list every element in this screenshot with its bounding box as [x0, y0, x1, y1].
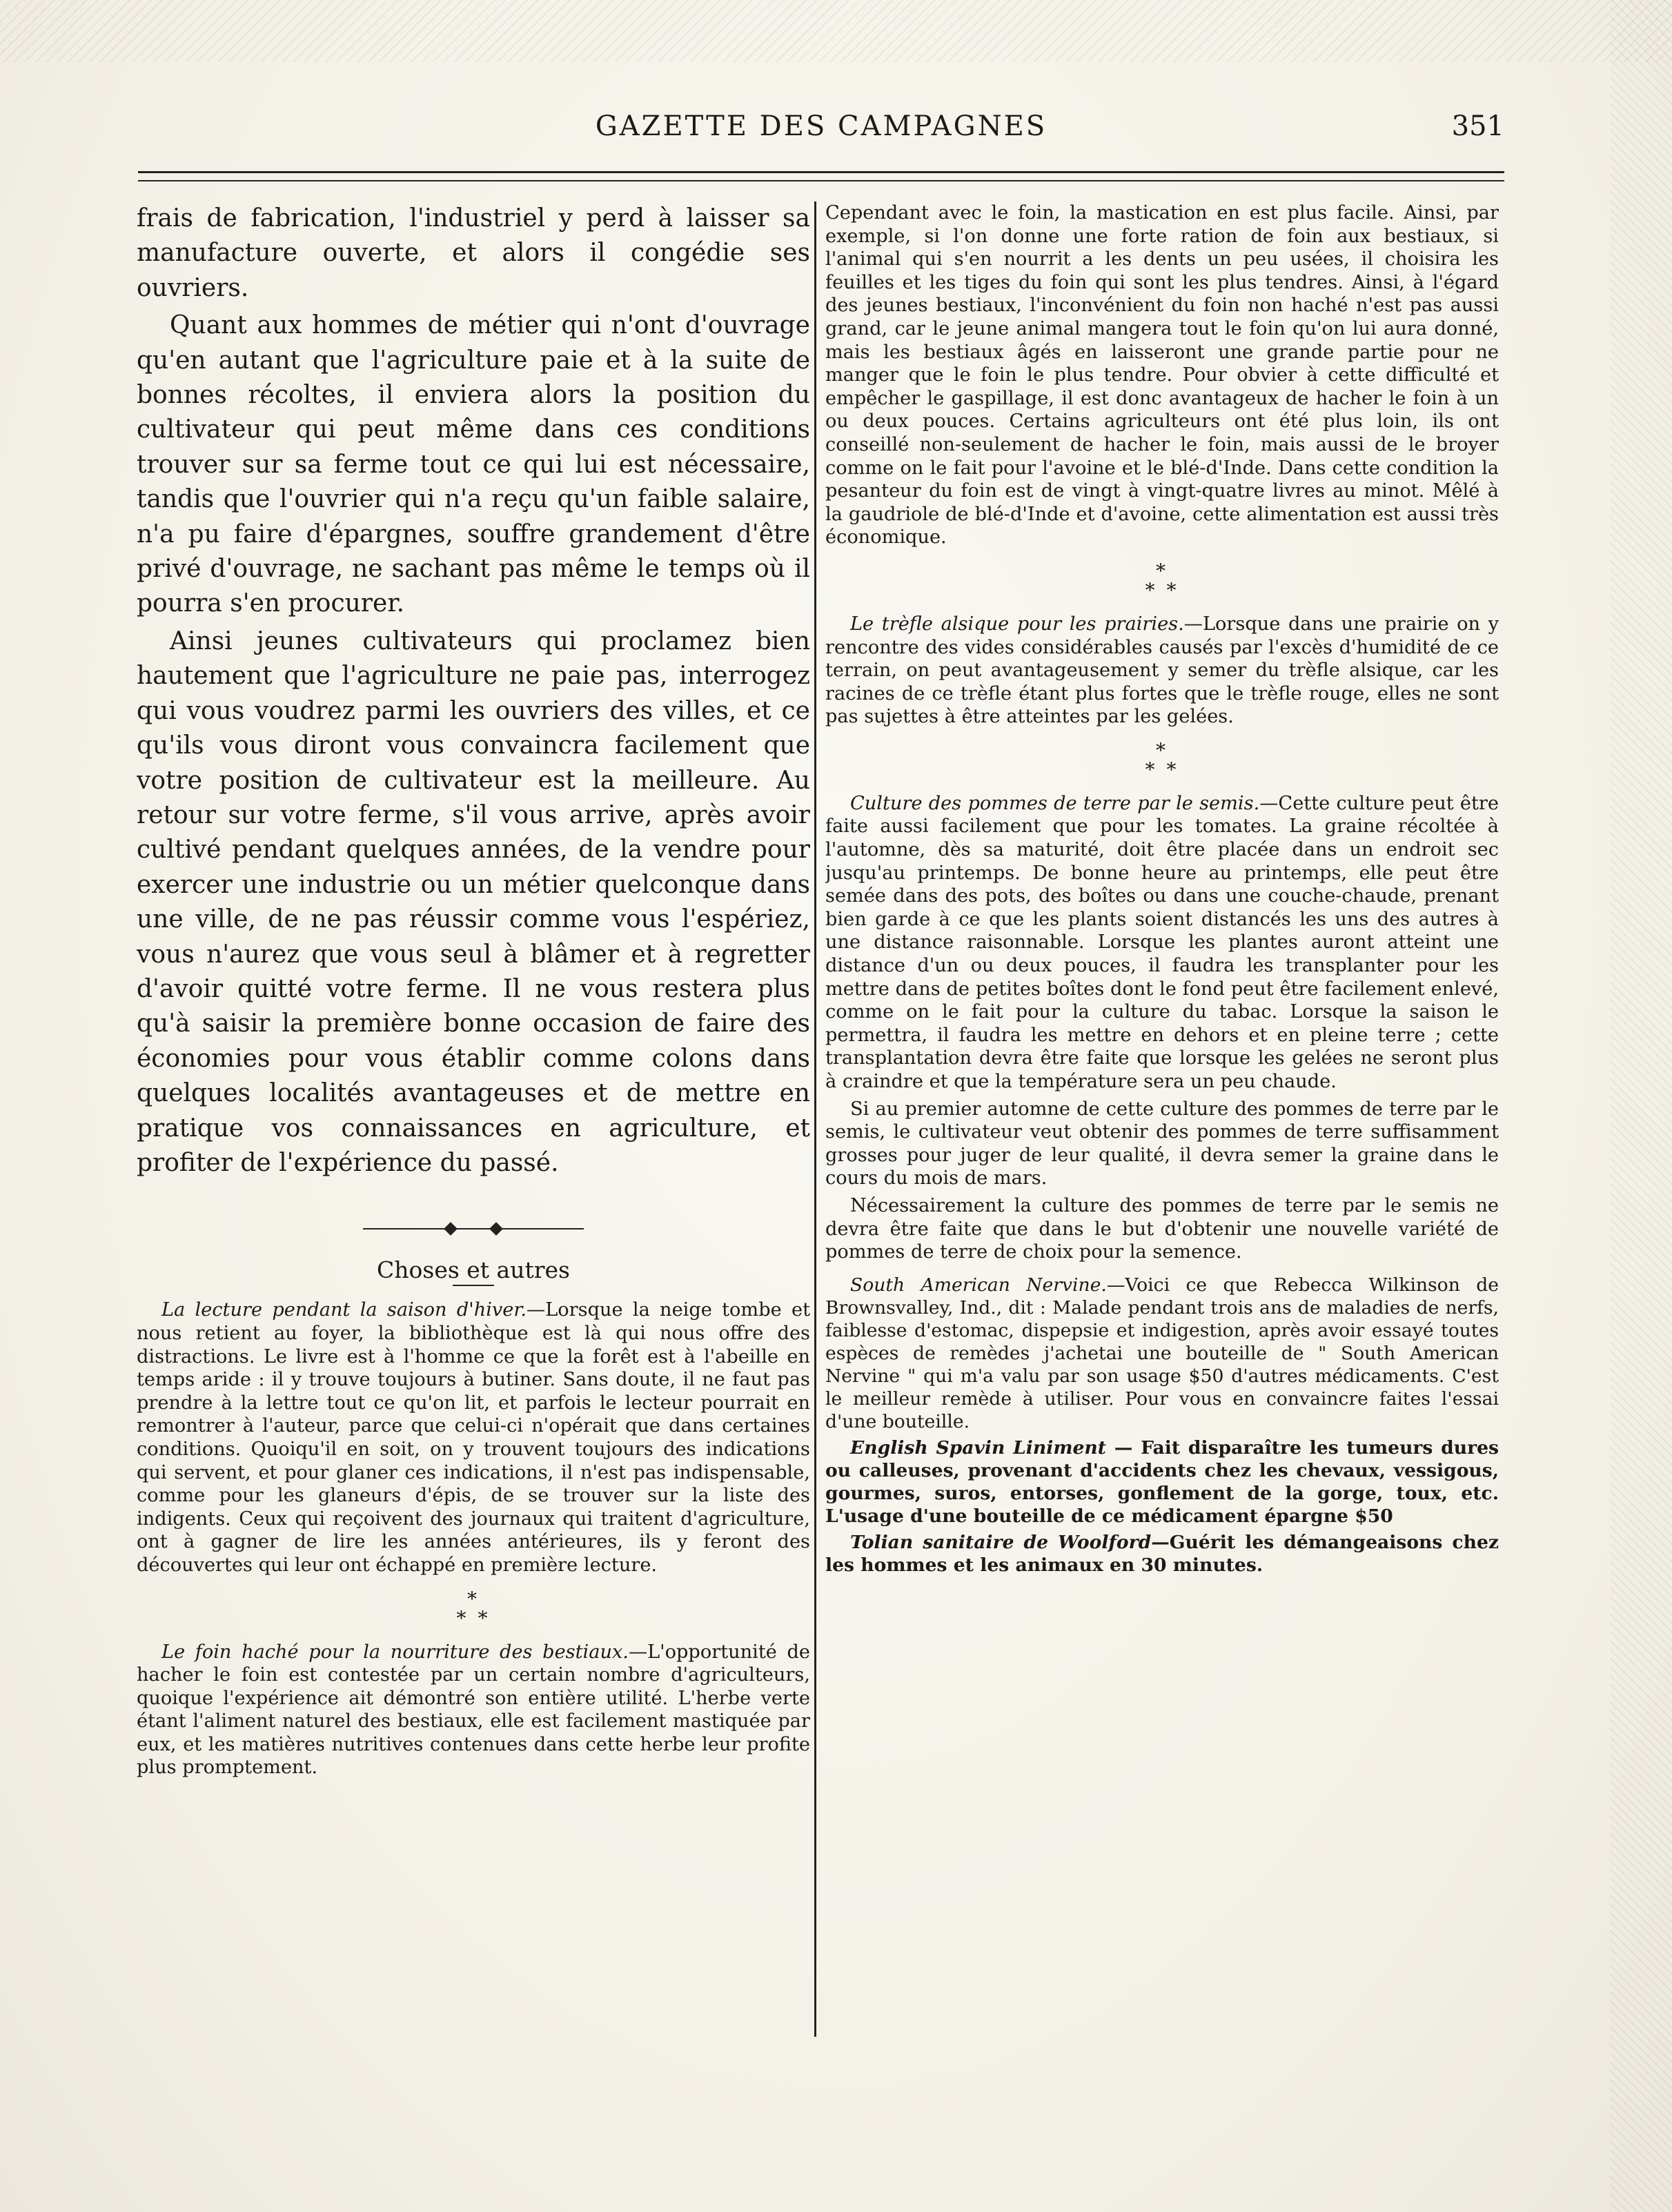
advert-heading: South American Nervine.	[850, 1274, 1107, 1296]
paper-texture-edge	[1610, 0, 1672, 2212]
advert-heading: Tolian sanitaire de Woolford	[850, 1531, 1152, 1553]
advert-heading: English Spavin Liniment	[850, 1436, 1107, 1459]
article-text: —L'opportunité de hacher le foin est contestée par un certain nombre d'agriculteurs, quoique l'expérience ait démontré son entière utilité. L'herbe verte étant l'aliment naturel des bestiaux, elle est facilement mastiquée par eux, et les matières nutritives contenues dans cette herbe leur profite plus promptement.	[137, 1641, 810, 1779]
article-heading: Le foin haché pour la nourriture des bestiaux.	[161, 1641, 629, 1663]
advert-text: —Voici ce que Rebecca Wilkinson de Brownsvalley, Ind., dit : Malade pendant trois ans de maladies de nerfs, faiblesse d'estomac, dispepsie et indigestion, après avoir essayé toutes espèces de remèdes j'achetai une bouteille de " South American Nervine " qui m'a valu par son usage $50 d'autres médicaments. C'est le meilleur remède à utiliser. Pour vous en convaincre faites l'essai d'une bouteille.	[825, 1274, 1499, 1432]
asterism-top: *	[467, 1587, 480, 1610]
paragraph: Nécessairement la culture des pommes de terre par le semis ne devra être faite que dans le but d'obtenir une nouvelle variété de pommes de terre de choix pour la semence.	[825, 1194, 1499, 1263]
article-paragraph	[825, 792, 1499, 1094]
header-rule	[138, 171, 1504, 181]
asterism-divider	[137, 1587, 810, 1630]
paper-texture-top	[0, 0, 1672, 62]
article-paragraph	[137, 1298, 810, 1577]
asterism-top: *	[1156, 738, 1168, 762]
article-paragraph	[825, 613, 1499, 729]
advert-text: —Guérit les démangeaisons chez les hommes et les animaux en 30 minutes.	[825, 1531, 1499, 1576]
article-text: —Lorsque dans une prairie on y rencontre des vides considérables causés par l'excès d'humidité de ce terrain, on peut avantageusement y semer du trèfle alsique, car les racines de ce trèfle étant plus fortes que le trèfle rouge, elles ne sont pas sujettes à être atteintes par les gelées.	[825, 613, 1499, 728]
article-heading: Culture des pommes de terre par le semis.	[850, 792, 1260, 814]
article-heading: Le trèfle alsique pour les prairies.	[850, 613, 1184, 635]
advert-text: — Fait disparaître les tumeurs dures ou calleuses, provenant d'accidents chez les chevaux, vessigous, gourmes, suros, entorses, gonflement de la gorge, toux, etc. L'usage d'une bouteille de ce médicament épargne $50	[825, 1436, 1499, 1527]
article-text: —Cette culture peut être faite aussi facilement que pour les tomates. La graine récoltée à l'automne, dès sa maturité, doit être placée dans un endroit sec jusqu'au printemps. De bonne heure au printemps, elle peut être semée dans des pots, des boîtes ou dans une couche-chaude, prenant bien garde à ce que les plants soient distancés les uns des autres à une distance raisonnable. Lorsque les plantes auront atteint une distance d'un ou deux pouces, il faudra les transplanter pour les mettre dans de petites boîtes dont le fond peut être facilement enlevé, comme on le fait pour la culture du tabac. Lorsque la saison le permettra, il faudra les mettre en dehors et en pleine terre ; cette transplantation devra être faite que lorsque les gelées ne seront plus à craindre et que la température sera un peu chaude.	[825, 792, 1499, 1092]
advert-paragraph	[825, 1436, 1499, 1528]
advert-paragraph	[825, 1531, 1499, 1577]
section-underline	[453, 1285, 494, 1286]
asterism-divider	[825, 738, 1499, 781]
column-divider	[814, 201, 816, 2037]
article-text: —Lorsque la neige tombe et nous retient au foyer, la bibliothèque est là qui nous offre des distractions. Le livre est à l'homme ce que la forêt est à l'abeille en temps aride : il y trouve toujours à butiner. Sans doute, il ne faut pas prendre à la lettre tout ce qu'on lit, et parfois le lecteur pourrait en remontrer à l'auteur, parce que celui-ci n'opérait que dans certaines conditions. Quoiqu'il en soit, on y trouvent toujours des indications qui servent, et pour glaner ces indications, il n'est pas indispensable, comme pour les glaneurs d'épis, de se trouver sur la liste des indigents. Ceux qui reçoivent des journaux qui traitent d'agriculture, ont à gagner de lire les années antérieures, ils y feront des découvertes qui leur ont échappé en première lecture.	[137, 1299, 810, 1576]
ornament-diamond	[444, 1222, 458, 1236]
ornament-line	[363, 1228, 584, 1230]
article-heading: La lecture pendant la saison d'hiver.	[161, 1299, 527, 1321]
left-column	[137, 201, 810, 2023]
paragraph: Quant aux hommes de métier qui n'ont d'ouvrage qu'en autant que l'agriculture paie et à la suite de bonnes récoltes, il enviera alors la position du cultivateur qui peut même dans ces conditions trouver sur sa ferme tout ce qui lui est nécessaire, tandis que l'ouvrier qui n'a reçu qu'un faible salaire, n'a pu faire d'épargnes, souffre grandement d'être privé d'ouvrage, ne sachant pas même le temps où il pourra s'en procurer.	[137, 311, 810, 618]
paragraph: Cependant avec le foin, la mastication en est plus facile. Ainsi, par exemple, si l'on donne une forte ration de foin aux bestiaux, si l'animal qui s'en nourrit a les dents un peu usées, il choisira les feuilles et les tiges du foin qui sont les plus tendres. Ainsi, à l'égard des jeunes bestiaux, l'inconvénient du foin non haché n'est pas aussi grand, car le jeune animal mangera tout le foin qu'on lui aura donné, mais les bestiaux âgés en laisseront une grande partie pour ne manger que le foin le plus tendre. Pour obvier à cette difficulté et empêcher le gaspillage, il est donc avantageux de hacher le foin à un ou deux pouces. Certains agriculteurs ont été plus loin, ils ont conseillé non-seulement de hacher le foin, mais aussi de le broyer comme on le fait pour l'avoine et le blé-d'Inde. Dans cette condition la pesanteur du foin est de vingt à vingt-quatre livres au minot. Mêlé à la gaudriole de blé-d'Inde et d'avoine, cette alimentation est aussi très économique.	[825, 202, 1499, 549]
section-ornament	[363, 1222, 584, 1236]
asterism-divider	[825, 559, 1499, 602]
asterism-top: *	[1156, 559, 1168, 582]
asterism-bottom: * *	[456, 1606, 491, 1630]
paragraph: Si au premier automne de cette culture des pommes de terre par le semis, le cultivateur veut obtenir des pommes de terre suffisamment grosses pour juger de leur qualité, il devra semer la graine dans le cours du mois de mars.	[825, 1098, 1499, 1189]
right-column	[825, 201, 1499, 2023]
ornament-diamond	[489, 1222, 503, 1236]
article-paragraph	[137, 1641, 810, 1780]
publication-title: GAZETTE DES CAMPAGNES	[595, 110, 1048, 142]
section-title: Choses et autres	[377, 1256, 570, 1284]
asterism-bottom: * *	[1145, 758, 1179, 781]
paragraph: Ainsi jeunes cultivateurs qui proclamez bien hautement que l'agriculture ne paie pas, interrogez qui vous voudrez parmi les ouvriers des villes, et ce qu'ils vous diront vous convaincra facilement que votre position de cultivateur est la meilleure. Au retour sur votre ferme, s'il vous arrive, après avoir cultivé pendant quelques années, de la vendre pour exercer une industrie ou un métier quelconque dans une ville, de ne pas réussir comme vous l'espériez, vous n'aurez que vous seul à blâmer et à regretter d'avoir quitté votre ferme. Il ne vous restera plus qu'à saisir la première bonne occasion de faire des économies pour vous établir comme colons dans quelques localités avantageuses et de mettre en pratique vos connaissances en agriculture, et profiter de l'expérience du passé.	[137, 626, 810, 1177]
page-number: 351	[1451, 110, 1504, 142]
asterism-bottom: * *	[1145, 578, 1179, 602]
paragraph: frais de fabrication, l'industriel y perd à laisser sa manufacture ouverte, et alors il congédie ses ouvriers.	[137, 204, 810, 302]
advert-paragraph	[825, 1274, 1499, 1433]
page-header	[138, 110, 1504, 159]
